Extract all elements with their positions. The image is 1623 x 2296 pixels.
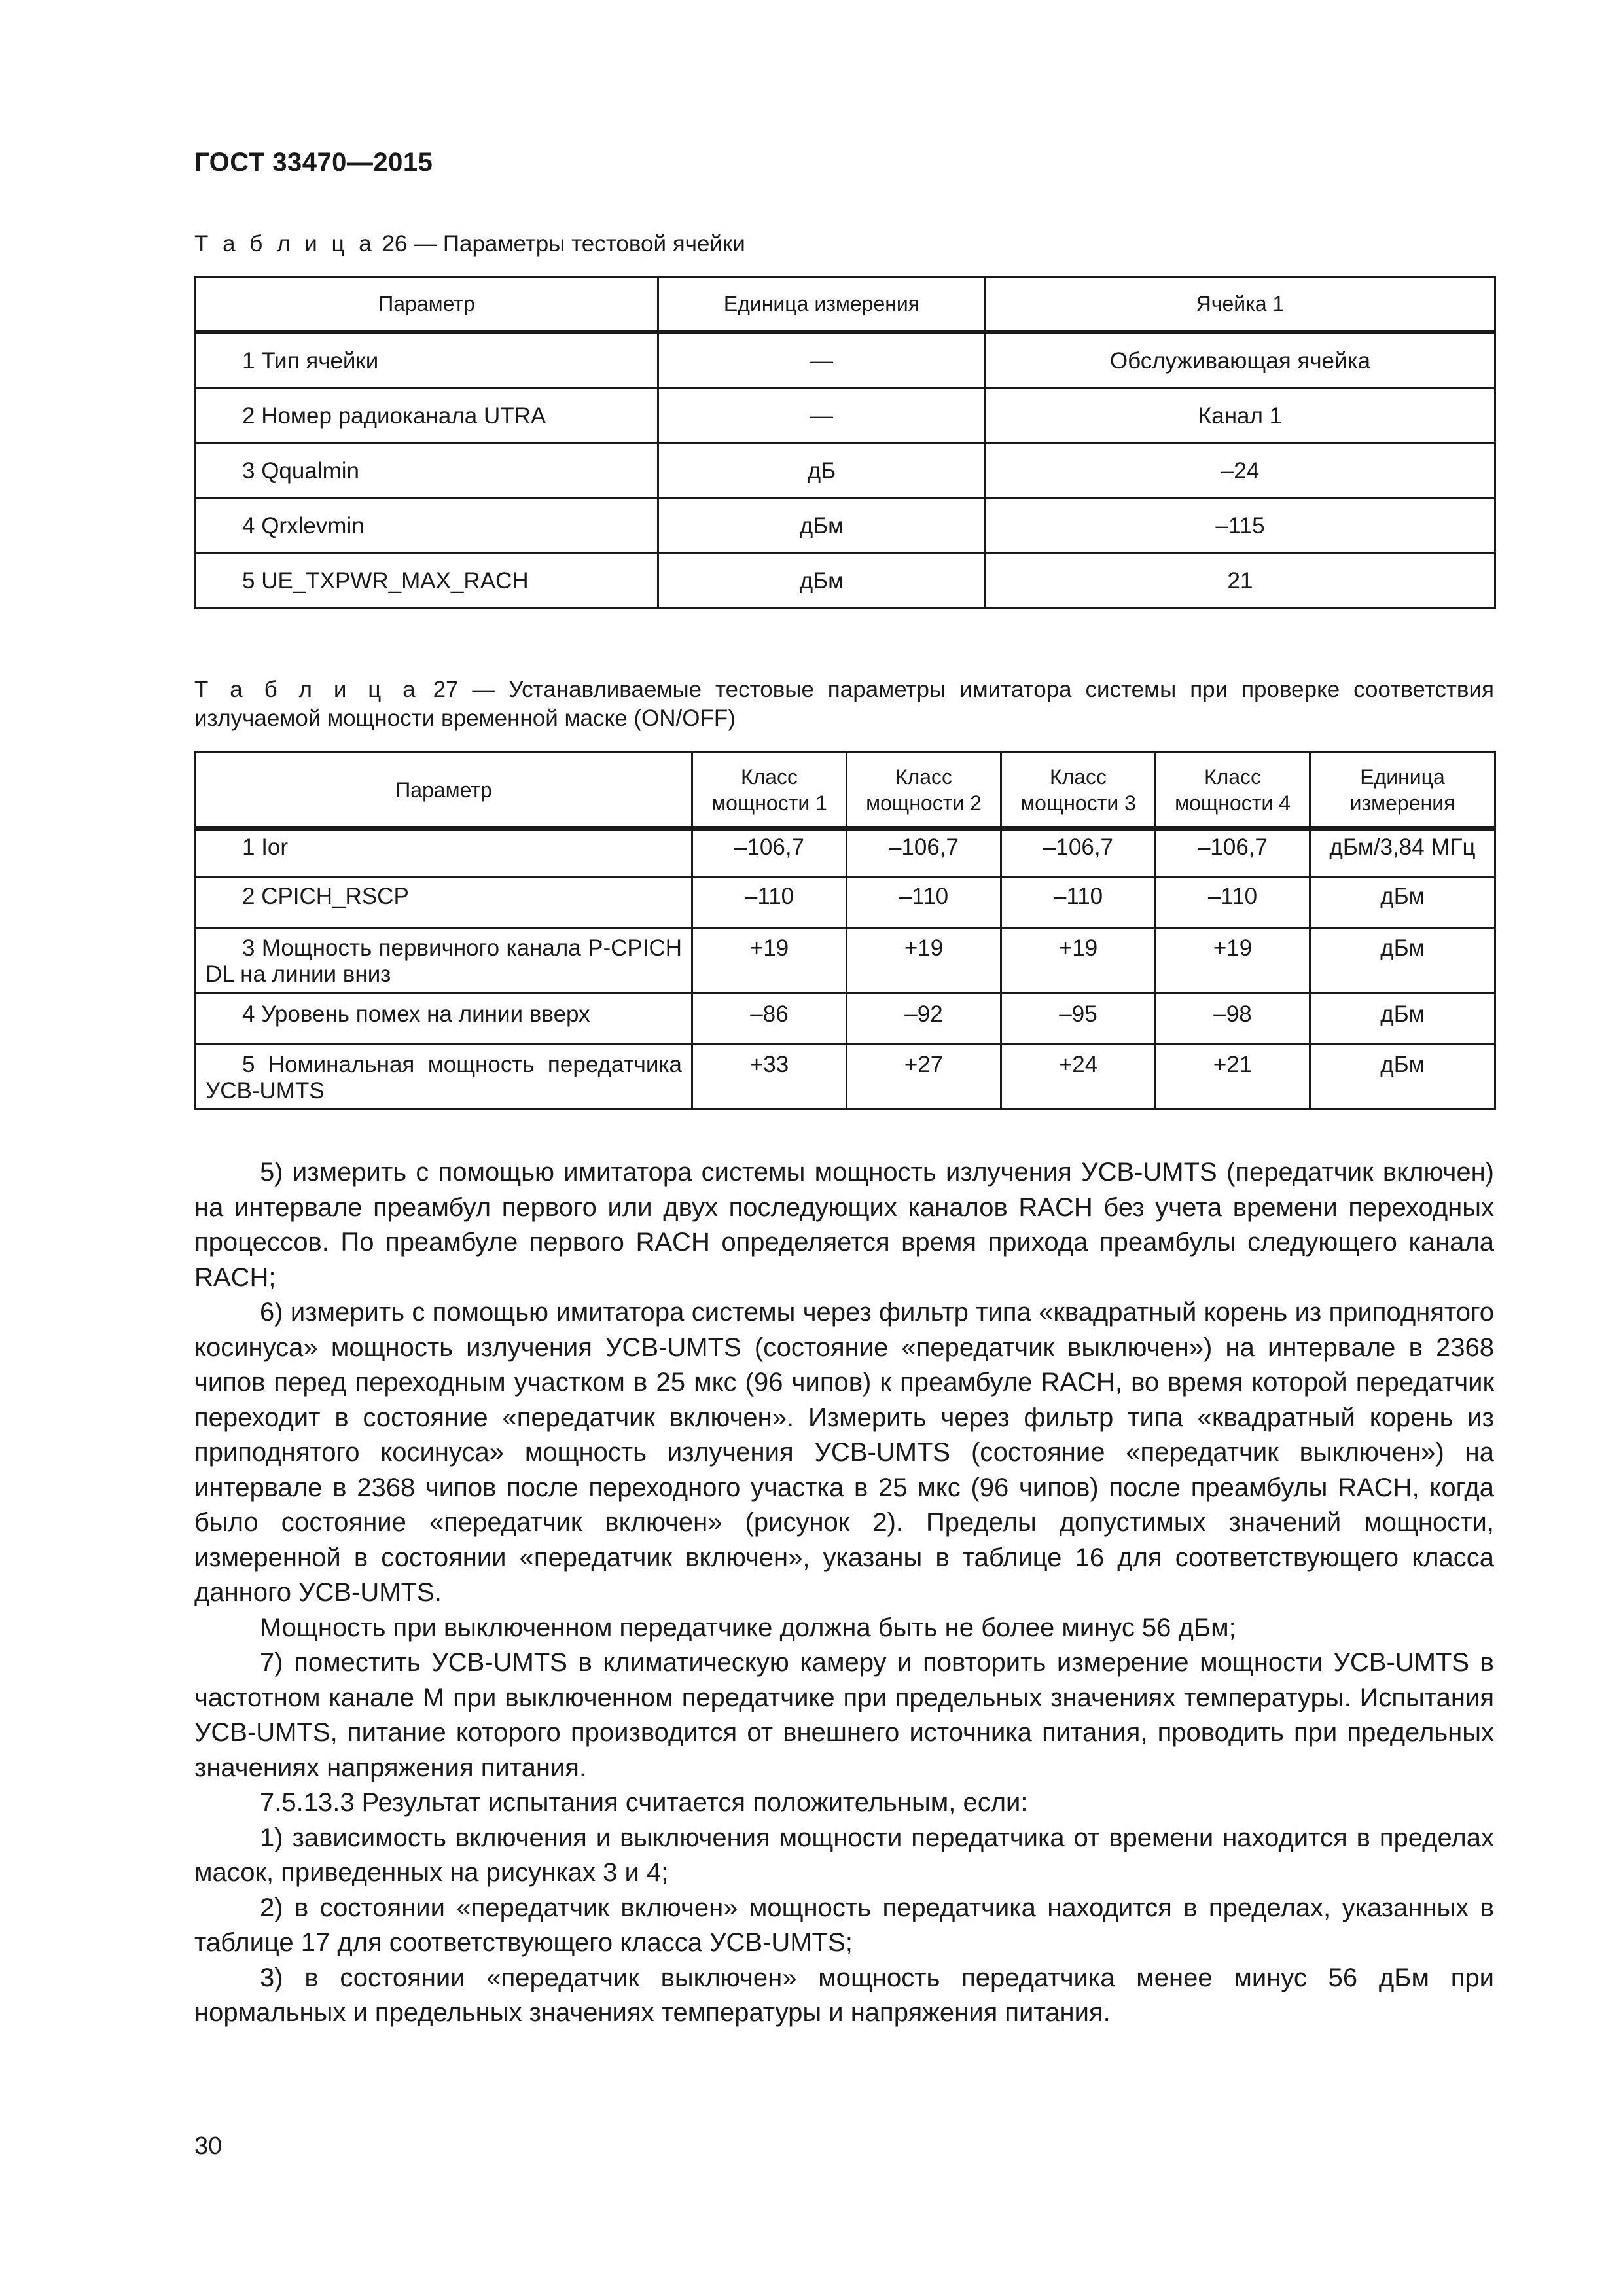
table-cell: дБм/3,84 МГц: [1310, 829, 1495, 878]
table-27: [194, 751, 1496, 1110]
table-cell: +27: [847, 1045, 1001, 1109]
table-cell: дБм: [1310, 928, 1495, 993]
table-cell: —: [658, 389, 986, 444]
table-caption-text: 26 — Параметры тестовой ячейки: [382, 231, 745, 257]
table-cell: Обслуживающая ячейка: [986, 332, 1495, 389]
table-cell: –95: [1001, 993, 1156, 1045]
table-26-caption: [194, 230, 1494, 259]
table-row: [196, 1045, 1495, 1109]
paragraph: 7) поместить УСВ-UMTS в климатическую камеру и повторить измерение мощности УСВ-UMTS в частотном канале M при выключенном передатчике при предельных значениях температуры. Испытания УСВ-UMTS, питание которого производится от внешнего источника питания, проводить при предельных значениях напряжения питания.: [194, 1648, 1494, 1782]
body-text: [194, 1155, 1494, 2031]
column-header: Класс мощности 1: [692, 753, 847, 829]
table-cell: дБм: [1310, 878, 1495, 928]
table-cell: [196, 878, 692, 928]
table-cell: +21: [1156, 1045, 1310, 1109]
table-row: [196, 928, 1495, 993]
table-cell: –110: [692, 878, 847, 928]
table-cell: дБ: [658, 444, 986, 499]
standard-header: ГОСТ 33470—2015: [194, 148, 433, 177]
table-cell: –98: [1156, 993, 1310, 1045]
table-cell: +19: [692, 928, 847, 993]
paragraph: 2) в состоянии «передатчик включен» мощность передатчика находится в пределах, указанных в таблице 17 для соответствующего класса УСВ-UMTS;: [194, 1893, 1494, 1957]
table-cell: +24: [1001, 1045, 1156, 1109]
table-row: [196, 878, 1495, 928]
table-cell: Канал 1: [986, 389, 1495, 444]
table-cell: –86: [692, 993, 847, 1045]
table-cell: 5 Номинальная мощность передатчика УСВ-UMTS: [196, 1045, 692, 1109]
column-header: Параметр: [196, 277, 658, 332]
table-cell: дБм: [658, 499, 986, 554]
table-cell: 4 Qrxlevmin: [196, 499, 658, 554]
table-cell: –110: [847, 878, 1001, 928]
page-number: 30: [194, 2132, 223, 2160]
table-cell: +19: [847, 928, 1001, 993]
table-26: [194, 276, 1496, 609]
table-cell: дБм: [1310, 993, 1495, 1045]
table-header-row: [196, 277, 1495, 332]
column-header: Ячейка 1: [986, 277, 1495, 332]
paragraph: 5) измерить с помощью имитатора системы мощность излучения УСВ-UMTS (передатчик включен) на интервале преамбул первого или двух последующих каналов RACH без учета времени переходных процессов. По преамбуле первого RACH определяется время прихода преамбулы следующего канала RACH;: [194, 1158, 1494, 1292]
table-cell: —: [658, 332, 986, 389]
table-row: [196, 332, 1495, 389]
paragraph: 7.5.13.3 Результат испытания считается положительным, если:: [260, 1788, 1028, 1817]
table-row: [196, 444, 1495, 499]
column-header: Класс мощности 3: [1001, 753, 1156, 829]
table-cell: [196, 993, 692, 1045]
paragraph: 6) измерить с помощью имитатора системы через фильтр типа «квадратный корень из приподнятого косинуса» мощность излучения УСВ-UMTS (состояние «передатчик выключен») на интервале в 2368 чипов перед переходным участком в 25 мкс (96 чипов) к преамбуле RACH, во время которой передатчик переходит в состояние «передатчик включен». Измерить через фильтр типа «квадратный корень из приподнятого косинуса» мощность излучения УСВ-UMTS (состояние «передатчик выключен») на интервале в 2368 чипов после переходного участка в 25 мкс (96 чипов) после преамбулы RACH, когда было состояние «передатчик включен» (рисунок 2). Пределы допустимых значений мощности, измеренной в состоянии «передатчик включен», указаны в таблице 16 для соответствующего класса данного УСВ-UMTS.: [194, 1298, 1494, 1607]
table-cell: 2 Номер радиоканала UTRA: [196, 389, 658, 444]
table-cell: 1 Тип ячейки: [196, 332, 658, 389]
paragraph: 1) зависимость включения и выключения мощности передатчика от времени находится в пределах масок, приведенных на рисунках 3 и 4;: [194, 1823, 1494, 1887]
table-caption-text: 27 — Устанавливаемые тестовые параметры имитатора системы при проверке соответствия излучаемой мощности временной маске (ON/OFF): [194, 677, 1494, 731]
table-cell: –106,7: [1001, 829, 1156, 878]
table-row: [196, 829, 1495, 878]
table-row: [196, 389, 1495, 444]
table-header-row: [196, 753, 1495, 829]
table-cell: –24: [986, 444, 1495, 499]
param-text: 4 Уровень помех на линии вверх: [242, 1001, 590, 1027]
table-cell: –106,7: [1156, 829, 1310, 878]
table-row: [196, 993, 1495, 1045]
paragraph: Мощность при выключенном передатчике должна быть не более минус 56 дБм;: [260, 1613, 1236, 1642]
table-cell: –110: [1156, 878, 1310, 928]
table-row: [196, 554, 1495, 609]
table-caption-word: Т а б л и ц а: [194, 231, 376, 257]
table-cell: –110: [1001, 878, 1156, 928]
column-header: Единица измерения: [658, 277, 986, 332]
table-cell: +19: [1156, 928, 1310, 993]
table-cell: 21: [986, 554, 1495, 609]
table-cell: 5 UE_TXPWR_MAX_RACH: [196, 554, 658, 609]
table-cell: 3 Qqualmin: [196, 444, 658, 499]
table-caption-word: Т а б л и ц а: [194, 677, 419, 702]
table-cell: –92: [847, 993, 1001, 1045]
table-cell: дБм: [658, 554, 986, 609]
param-text: 2 CPICH_RSCP: [242, 884, 409, 909]
column-header: Единица измерения: [1310, 753, 1495, 829]
paragraph: 3) в состоянии «передатчик выключен» мощность передатчика менее минус 56 дБм при нормальных и предельных значениях температуры и напряжения питания.: [194, 1963, 1494, 2027]
column-header: Класс мощности 4: [1156, 753, 1310, 829]
table-cell: –115: [986, 499, 1495, 554]
param-text: 1 Ior: [242, 834, 289, 860]
table-cell: 3 Мощность первичного канала P-CPICH DL на линии вниз: [196, 928, 692, 993]
column-header: Параметр: [196, 753, 692, 829]
table-cell: дБм: [1310, 1045, 1495, 1109]
table-27-caption: [194, 675, 1494, 733]
table-cell: +19: [1001, 928, 1156, 993]
table-cell: [196, 829, 692, 878]
table-cell: –106,7: [847, 829, 1001, 878]
table-cell: +33: [692, 1045, 847, 1109]
column-header: Класс мощности 2: [847, 753, 1001, 829]
table-cell: –106,7: [692, 829, 847, 878]
table-row: [196, 499, 1495, 554]
